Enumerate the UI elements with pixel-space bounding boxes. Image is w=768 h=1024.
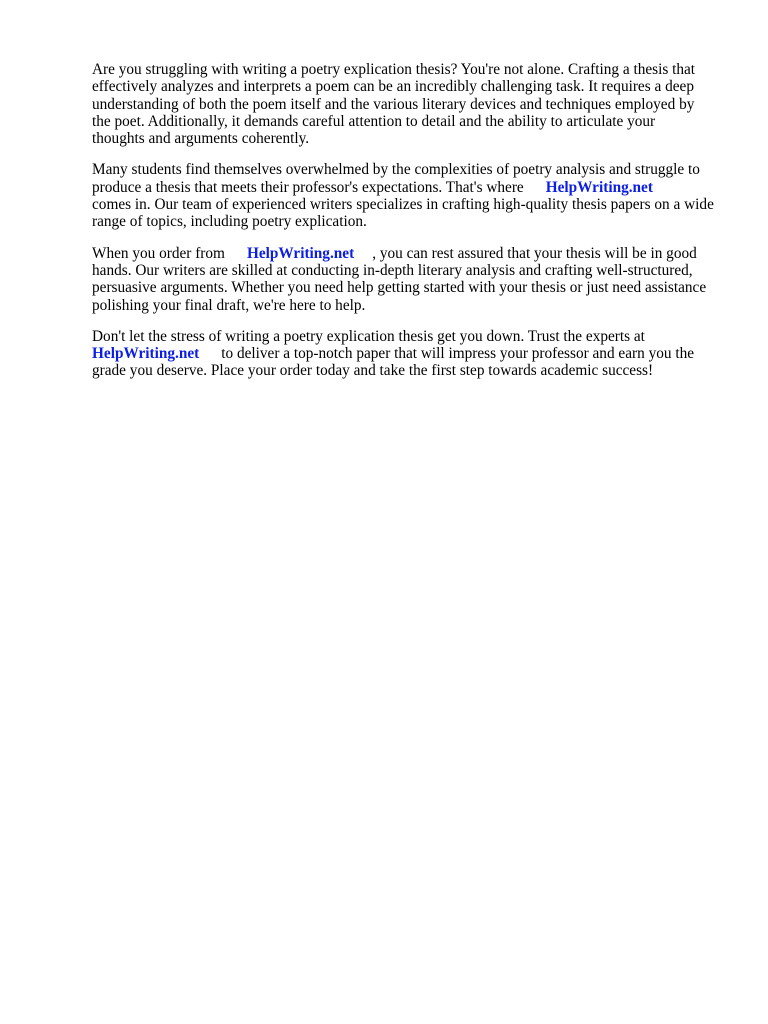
document-body <box>92 61 728 394</box>
helpwriting-link[interactable]: HelpWriting.net <box>246 244 355 262</box>
text-line <box>92 179 728 196</box>
text-line: range of topics, including poetry explication. <box>92 213 367 231</box>
paragraph-order <box>92 245 728 314</box>
paragraph-closing <box>92 328 728 380</box>
text-line: polishing your final draft, we're here to help. <box>92 296 366 314</box>
text-line: thoughts and arguments coherently. <box>92 130 310 148</box>
text-line: the poet. Additionally, it demands careful attention to detail and the ability to articulate your <box>92 112 656 130</box>
paragraph-students <box>92 161 728 230</box>
text-line <box>92 245 728 262</box>
text-line: understanding of both the poem itself and the various literary devices and techniques employed by <box>92 95 695 113</box>
text-line: Don't let the stress of writing a poetry explication thesis get you down. Trust the experts at <box>92 327 645 345</box>
text-line: Many students find themselves overwhelmed by the complexities of poetry analysis and struggle to <box>92 161 700 179</box>
text-fragment: produce a thesis that meets their professor's expectations. That's where <box>92 178 524 196</box>
text-line: effectively analyzes and interprets a poem can be an incredibly challenging task. It requires a deep <box>92 78 694 96</box>
helpwriting-link[interactable]: HelpWriting.net <box>545 178 653 196</box>
text-line: comes in. Our team of experienced writers specializes in crafting high-quality thesis papers on a wide <box>92 196 714 214</box>
text-line: grade you deserve. Place your order today and take the first step towards academic success! <box>92 362 654 380</box>
text-fragment: to deliver a top-notch paper that will impress your professor and earn you the <box>221 345 695 363</box>
helpwriting-link[interactable]: HelpWriting.net <box>92 345 200 363</box>
text-fragment: When you order from <box>92 244 225 262</box>
text-fragment: , you can rest assured that your thesis will be in good <box>372 244 697 262</box>
text-line: Are you struggling with writing a poetry explication thesis? You're not alone. Crafting a thesis that <box>92 61 696 78</box>
text-line: persuasive arguments. Whether you need help getting started with your thesis or just need assistance <box>92 279 707 297</box>
text-line: hands. Our writers are skilled at conducting in-depth literary analysis and crafting well-structured, <box>92 261 693 279</box>
paragraph-intro <box>92 61 728 147</box>
text-line <box>92 345 728 362</box>
